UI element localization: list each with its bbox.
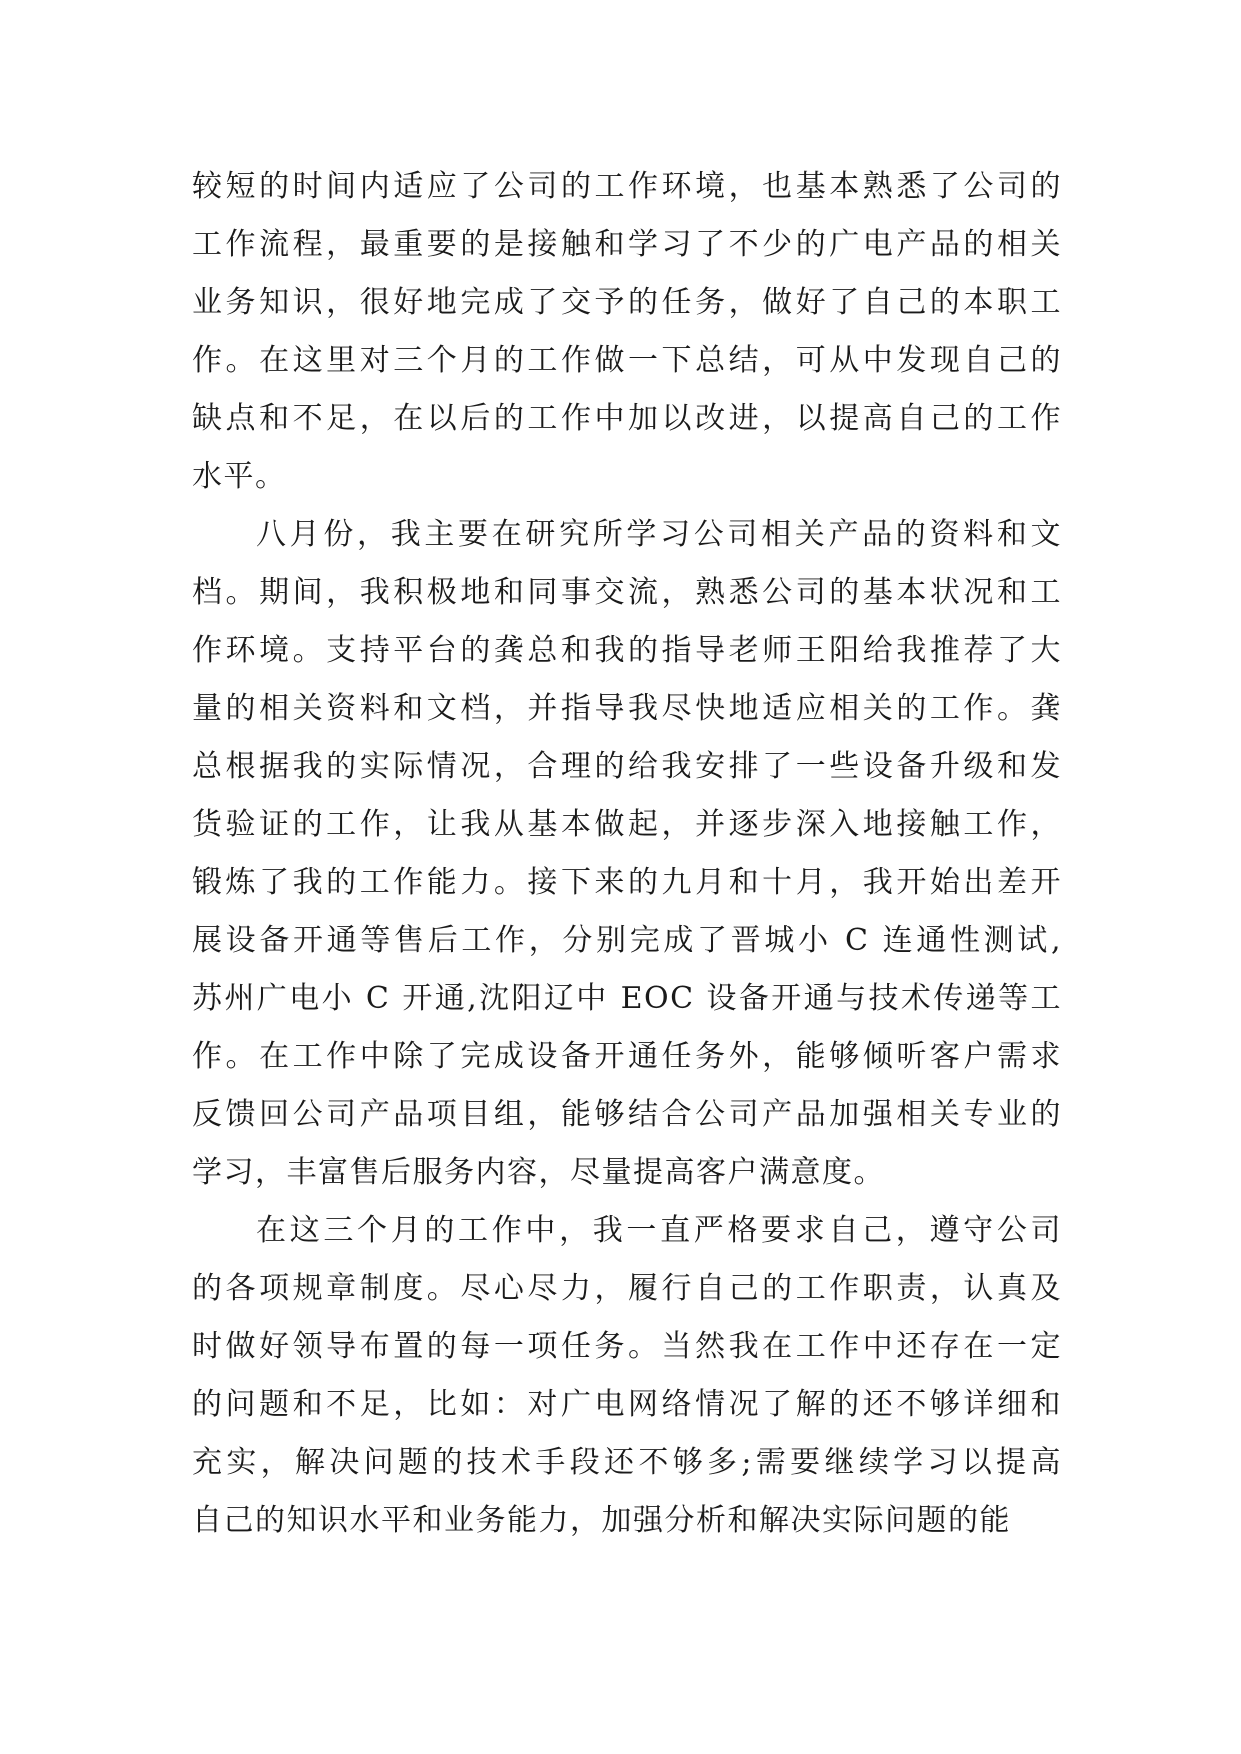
text-line: 较短的时间内适应了公司的工作环境，也基本熟悉了公司的 — [192, 169, 1062, 204]
text-line: 时做好领导布置的每一项任务。当然我在工作中还存在一定 — [192, 1329, 1062, 1364]
text-line: 作。在工作中除了完成设备开通任务外，能够倾听客户需求 — [192, 1039, 1062, 1074]
text-line: 展设备开通等售后工作，分别完成了晋城小 C 连通性测试, — [192, 923, 1062, 958]
text-line: 锻炼了我的工作能力。接下来的九月和十月，我开始出差开 — [192, 865, 1062, 900]
text-line: 作环境。支持平台的龚总和我的指导老师王阳给我推荐了大 — [192, 633, 1062, 668]
text-line: 量的相关资料和文档，并指导我尽快地适应相关的工作。龚 — [192, 691, 1062, 726]
text-line: 的各项规章制度。尽心尽力，履行自己的工作职责，认真及 — [192, 1271, 1062, 1306]
paragraph — [192, 506, 1062, 1202]
text-line: 档。期间，我积极地和同事交流，熟悉公司的基本状况和工 — [192, 575, 1062, 610]
text-line: 八月份，我主要在研究所学习公司相关产品的资料和文 — [256, 517, 1062, 552]
paragraph — [192, 1202, 1062, 1550]
document-body — [192, 158, 1062, 1550]
text-line: 工作流程，最重要的是接触和学习了不少的广电产品的相关 — [192, 227, 1062, 262]
text-line: 的问题和不足，比如：对广电网络情况了解的还不够详细和 — [192, 1387, 1062, 1422]
text-line: 自己的知识水平和业务能力，加强分析和解决实际问题的能 — [192, 1503, 1011, 1538]
text-line: 货验证的工作，让我从基本做起，并逐步深入地接触工作， — [192, 807, 1062, 842]
text-line: 总根据我的实际情况，合理的给我安排了一些设备升级和发 — [192, 749, 1062, 784]
text-line: 水平。 — [192, 459, 287, 494]
text-line: 业务知识，很好地完成了交予的任务，做好了自己的本职工 — [192, 285, 1062, 320]
text-line: 学习，丰富售后服务内容，尽量提高客户满意度。 — [192, 1155, 885, 1190]
text-line: 在这三个月的工作中，我一直严格要求自己，遵守公司 — [256, 1213, 1062, 1248]
text-line: 缺点和不足，在以后的工作中加以改进，以提高自己的工作 — [192, 401, 1062, 436]
text-line: 作。在这里对三个月的工作做一下总结，可从中发现自己的 — [192, 343, 1062, 378]
text-line: 苏州广电小 C 开通,沈阳辽中 EOC 设备开通与技术传递等工 — [192, 981, 1062, 1016]
paragraph — [192, 158, 1062, 506]
text-line: 反馈回公司产品项目组，能够结合公司产品加强相关专业的 — [192, 1097, 1062, 1132]
text-line: 充实，解决问题的技术手段还不够多;需要继续学习以提高 — [192, 1445, 1062, 1480]
